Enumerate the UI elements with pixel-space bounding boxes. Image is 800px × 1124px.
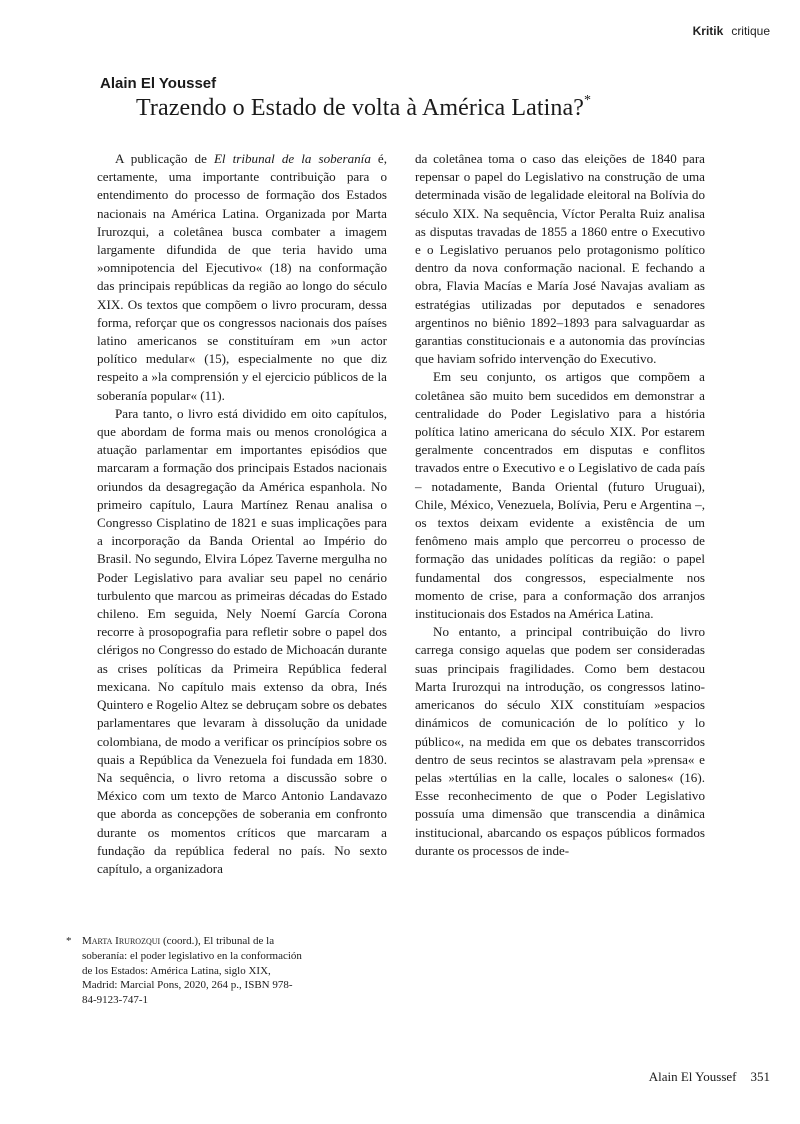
running-footer [649, 1069, 770, 1085]
journal-subsection: critique [731, 24, 770, 38]
paragraph: No entanto, a principal contribuição do livro carrega consigo aquelas que podem ser consideradas suas principais fragilidades. Como bem destacou Marta Irurozqui na introdução, os congressos latino-americanos do século XIX constituíam »espacios dinámicos de comunicación de lo político y lo público«, na medida em que os debates transcorridos dentro de seus recintos se alastravam pela »prensa« e pelas »tertúlias en la calle, locales o salones« (16). Esse reconhecimento de que o Poder Legislativo possuía uma dimensão que transcendia a dinâmica institucional, abarcando os espaços públicos formados durante os processos de inde- [415, 624, 705, 858]
paragraph [97, 150, 387, 405]
paragraph: Em seu conjunto, os artigos que compõem a coletânea são muito bem sucedidos em demonstrar a centralidade do Poder Legislativo para a história política latino americana do século XIX. Por estarem geralmente concentrados em disputas e conflitos travados entre o Executivo e o Legislativo de cada país – notadamente, Banda Oriental (futuro Uruguai), Chile, México, Venezuela, Bolívia, Peru e Argentina –, os textos deixam evidente a existência de um fenômeno mais amplo que percorreu o processo de formação das unidades políticas da região: o papel fundamental dos congressos, especialmente nos momento de crise, para a conformação dos arranjos institucionais dos Estados na América Latina. [415, 369, 705, 622]
article-title [136, 95, 591, 122]
footnote [66, 934, 306, 1008]
running-header [693, 24, 770, 38]
journal-section: Kritik [692, 24, 724, 38]
book-title: El tribunal de la soberanía [213, 151, 371, 166]
paragraph: Para tanto, o livro está dividido em oito capítulos, que abordam de forma mais ou menos cronológica a atuação parlamentar em importantes episódios que marcaram a formação dos principais Estados nacionais oriundos da desagregação da América espanhola. No primeiro capítulo, Laura Martínez Renau analisa o Congresso Cisplatino de 1821 e suas implicações para a incorporação da Banda Oriental ao Império do Brasil. No segundo, Elvira López Taverne mergulha no Poder Legislativo para avaliar seu papel no cenário turbulento que marcou as primeiras décadas do Estado chileno. Em seguida, Nely Noemí García Corona recorre à prosopografia para refletir sobre o papel dos clérigos no Congresso do estado de Michoacán durante as crises políticas da Primeira República federal mexicana. No capítulo mais extenso da obra, Inés Quintero e Rogelio Altez se debruçam sobre os debates parlamentares que levaram à dissolução da unidade colombiana, de modo a verificar os princípios sobre os quais a República da Venezuela foi fundada em 1830. Na sequência, o livro retoma a discussão sobre o México com um texto de Marco Antonio Landavazo que aborda as concepções de soberania em confronto durante os momentos críticos que marcaram a fundação da república federal no país. No sexto capítulo, a organizadora [97, 405, 387, 876]
footnote-author: Marta Irurozqui [82, 935, 161, 947]
paragraph-text: é, certamente, uma importante contribuição para o entendimento do processo de formação dos Estados nacionais na América Latina. Organizada por Marta Irurozqui, a coletânea busca combater a imagem largamente difundida de que teria havido uma »omnipotencia del Ejecutivo« (18) na conformação das principais repúblicas da região ao longo do século XIX. Os textos que compõem o livro procuram, dessa forma, reforçar que os congressos nacionais dos países latino americanos se constituíram em »un actor político medular« (15), especialmente no que diz respeito a »la comprensión y el ejercicio públicos de la soberanía popular« (11). [97, 151, 388, 403]
article-title-text: Trazendo o Estado de volta à América Latina? [136, 95, 585, 121]
paragraph-text: A publicação de [115, 151, 214, 166]
right-column [415, 150, 705, 860]
title-footnote-mark: * [584, 93, 592, 108]
footnote-body [82, 934, 306, 1008]
paragraph: da coletânea toma o caso das eleições de 1840 para repensar o papel do Legislativo na construção de uma determinada visão de legalidade eleitoral na Bolívia do século XIX. Na sequência, Víctor Peralta Ruiz analisa as disputas travadas de 1855 a 1860 entre o Executivo e o Legislativo peruanos pelo protagonismo político dentro da nova conformação nacional. E fechando a obra, Flavia Macías e María José Navajas avaliam as estratégias utilizadas por deputados e senadores argentinos no biênio 1892–1893 para salvaguardar as garantias constitucionais e a autonomia das províncias que haviam sofrido intervenção do Executivo. [415, 151, 705, 367]
page-number: 351 [750, 1069, 770, 1084]
article-author: Alain El Youssef [100, 75, 217, 92]
footnote-text: (coord.), El tribunal de la soberanía: el poder legislativo en la conformación de los Estados: América Latina, siglo XIX, Madrid: Marcial Pons, 2020, 264 p., ISBN 978-84-9123-747-1 [82, 935, 302, 1007]
left-column [97, 150, 387, 878]
footer-author: Alain El Youssef [648, 1069, 737, 1084]
footnote-mark: * [66, 935, 72, 947]
